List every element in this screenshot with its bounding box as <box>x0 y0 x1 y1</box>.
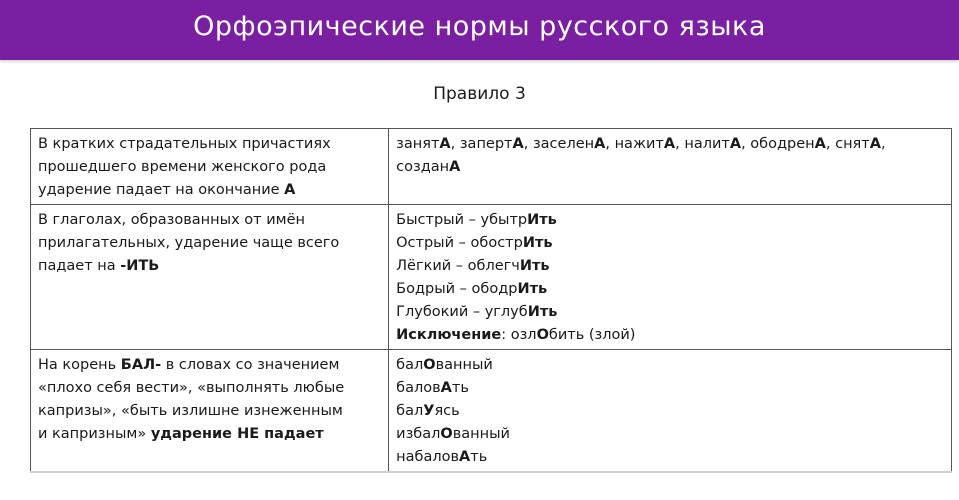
text-segment: , заперт <box>450 136 513 152</box>
page-title: Орфоэпические нормы русского языка <box>193 11 766 42</box>
text-line <box>38 179 380 202</box>
text-line <box>396 400 943 423</box>
text-segment: бить (злой) <box>548 327 636 343</box>
text-segment: ть <box>470 449 488 465</box>
text-line <box>396 255 943 278</box>
text-line <box>396 209 943 232</box>
stressed-text: Ить <box>522 235 553 251</box>
table-row <box>31 129 952 205</box>
stressed-text: А <box>869 136 881 152</box>
stressed-text: Ить <box>517 281 548 297</box>
text-segment: ударение падает на окончание <box>38 182 285 198</box>
stressed-text: О <box>440 426 453 442</box>
text-line <box>396 156 943 179</box>
stressed-text: О <box>423 357 436 373</box>
text-segment: ясь <box>434 403 460 419</box>
rules-table-body <box>31 129 952 473</box>
text-line <box>38 209 380 232</box>
text-segment: прошедшего времени женского рода <box>38 159 327 175</box>
text-line <box>396 446 943 469</box>
rule-title: Правило 3 <box>433 84 526 104</box>
text-segment: бал <box>396 357 424 373</box>
stressed-text: У <box>423 403 435 419</box>
text-line <box>38 133 380 156</box>
text-segment: Бодрый – ободр <box>396 281 518 297</box>
text-line <box>396 324 943 347</box>
text-line <box>396 278 943 301</box>
stressed-text: Ить <box>527 212 557 228</box>
stressed-text: А <box>449 159 461 175</box>
text-segment: Быстрый – убытр <box>396 212 528 228</box>
text-segment: В глаголах, образованных от имён <box>38 212 305 228</box>
text-segment: Глубокий – углуб <box>396 304 528 320</box>
rules-table <box>30 128 952 473</box>
stressed-text: -ИТЬ <box>120 258 160 274</box>
table-row <box>31 205 952 350</box>
stressed-text: А <box>814 136 826 152</box>
text-segment: Лёгкий – облегч <box>396 258 520 274</box>
text-segment: падает на <box>38 258 121 274</box>
text-segment: в словах со значением <box>161 357 340 373</box>
stressed-text: А <box>439 136 451 152</box>
text-line <box>38 377 380 400</box>
text-line <box>38 156 380 179</box>
table-row <box>31 350 952 473</box>
text-line <box>396 377 943 400</box>
stressed-text: БАЛ- <box>120 357 162 373</box>
text-segment: , <box>880 136 886 152</box>
stressed-text: А <box>729 136 742 152</box>
text-line <box>38 400 380 423</box>
text-segment: ть <box>451 380 469 396</box>
text-line <box>38 232 380 255</box>
text-segment: бал <box>396 403 424 419</box>
text-line <box>396 133 943 156</box>
text-segment: , снят <box>825 136 870 152</box>
text-line <box>396 301 943 324</box>
text-line <box>396 423 943 446</box>
text-segment: прилагательных, ударение чаще всего <box>38 235 340 251</box>
rule-cell <box>31 205 389 350</box>
text-segment: балов <box>396 380 441 396</box>
stressed-text: Исключение <box>396 327 502 343</box>
text-segment: набалов <box>396 449 460 465</box>
text-segment: , нажит <box>605 136 664 152</box>
text-line <box>38 423 380 446</box>
text-segment: создан <box>396 159 450 175</box>
rule-cell <box>31 129 389 205</box>
text-segment: избал <box>396 426 441 442</box>
text-line <box>38 354 380 377</box>
text-segment: капризы», «быть излишне изнеженным <box>38 403 343 419</box>
stressed-text: А <box>663 136 676 152</box>
examples-cell <box>389 350 952 473</box>
examples-cell <box>389 205 952 350</box>
stressed-text: А <box>594 136 606 152</box>
text-segment: В кратких страдательных причастиях <box>38 136 331 152</box>
text-segment: занят <box>396 136 440 152</box>
text-segment: «плохо себя вести», «выполнять любые <box>38 380 345 396</box>
stressed-text: А <box>440 380 452 396</box>
text-line <box>396 354 943 377</box>
text-segment: Острый – обостр <box>396 235 523 251</box>
stressed-text: А <box>459 449 471 465</box>
text-line <box>38 255 380 278</box>
stressed-text: ударение НЕ падает <box>150 426 324 442</box>
page-header <box>0 0 959 60</box>
text-segment: На корень <box>38 357 121 373</box>
stressed-text: О <box>536 327 549 343</box>
stressed-text: А <box>284 182 296 198</box>
text-segment: ванный <box>452 426 510 442</box>
text-segment: и капризным» <box>38 426 151 442</box>
examples-cell <box>389 129 952 205</box>
text-line <box>396 232 943 255</box>
text-segment: ванный <box>435 357 493 373</box>
text-segment: : озл <box>501 327 537 343</box>
stressed-text: Ить <box>519 258 550 274</box>
rule-cell <box>31 350 389 473</box>
text-segment: , заселен <box>523 136 595 152</box>
text-segment: , налит <box>675 136 730 152</box>
stressed-text: А <box>512 136 524 152</box>
text-segment: , ободрен <box>741 136 815 152</box>
stressed-text: Ить <box>527 304 558 320</box>
